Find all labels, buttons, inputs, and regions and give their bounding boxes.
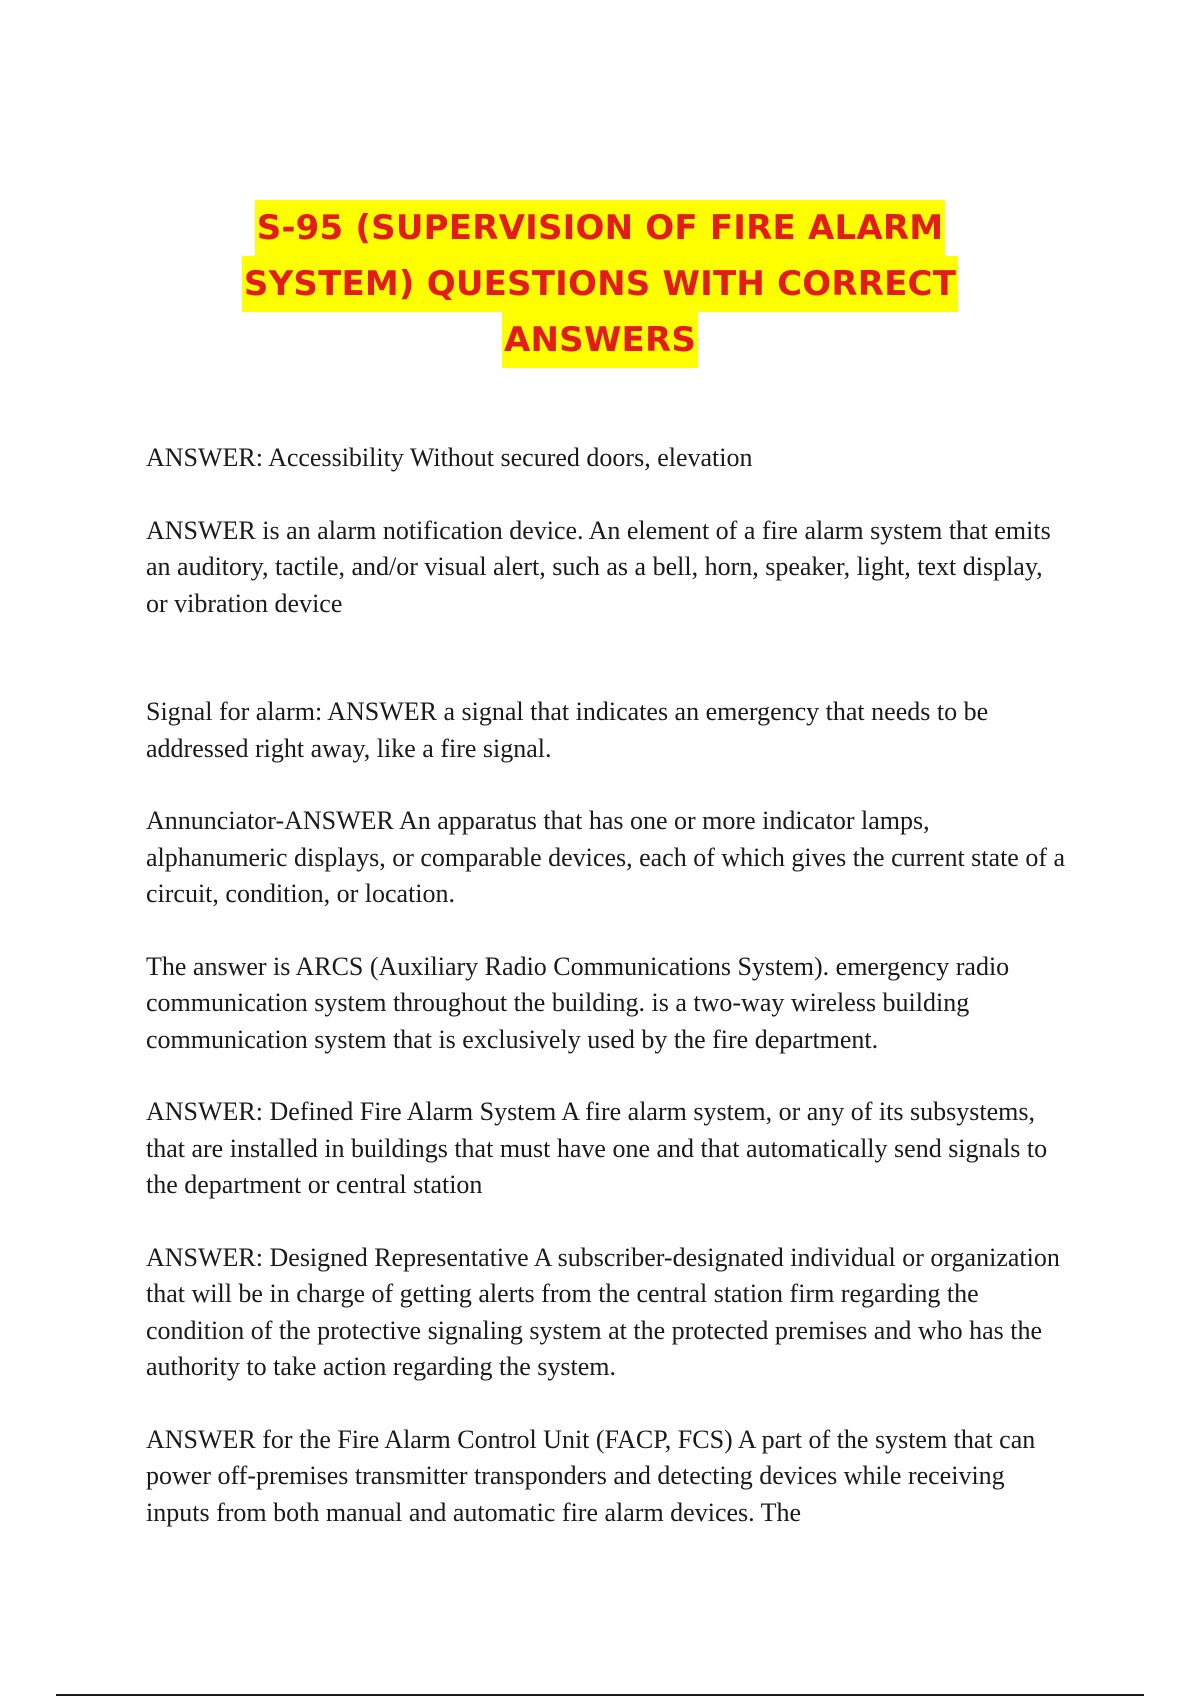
title-line-2: SYSTEM) QUESTIONS WITH CORRECT	[242, 256, 958, 312]
paragraph-arcs: The answer is ARCS (Auxiliary Radio Communications System). emergency radio communication system throughout the building. is a two-way wireless building communication system that is exclusively used by the fire department.	[146, 951, 1010, 1054]
title-line-3: ANSWERS	[502, 312, 698, 368]
title-line-1: S-95 (SUPERVISION OF FIRE ALARM	[255, 200, 946, 256]
document-body	[146, 440, 1066, 1567]
paragraph-annunciator: Annunciator-ANSWER An apparatus that has one or more indicator lamps, alphanumeric displays, or comparable devices, each of which gives the current state of a circuit, condition, or location.	[146, 806, 1066, 908]
paragraph-alarm-signal: Signal for alarm: ANSWER a signal that indicates an emergency that needs to be addressed right away, like a fire signal.	[146, 697, 989, 763]
page-bottom-rule	[56, 1694, 1144, 1696]
paragraph-defined-fire-alarm-system: ANSWER: Defined Fire Alarm System A fire alarm system, or any of its subsystems, that are installed in buildings that must have one and that automatically send signals to the department or central station	[146, 1097, 1048, 1199]
paragraph-accessibility: ANSWER: Accessibility Without secured doors, elevation	[146, 443, 753, 472]
document-title	[0, 200, 1200, 368]
paragraph-notification-device: ANSWER is an alarm notification device. An element of a fire alarm system that emits an auditory, tactile, and/or visual alert, such as a bell, horn, speaker, light, text display, or vibration device	[146, 515, 1051, 618]
paragraph-fire-alarm-control-unit: ANSWER for the Fire Alarm Control Unit (FACP, FCS) A part of the system that can power off-premises transmitter transponders and detecting devices while receiving inputs from both manual and automatic fire alarm devices. The	[146, 1424, 1036, 1527]
paragraph-designated-representative: ANSWER: Designed Representative A subscriber-designated individual or organization that will be in charge of getting alerts from the central station firm regarding the condition of the protective signaling system at the protected premises and who has the authority to take action regarding the system.	[146, 1242, 1060, 1381]
